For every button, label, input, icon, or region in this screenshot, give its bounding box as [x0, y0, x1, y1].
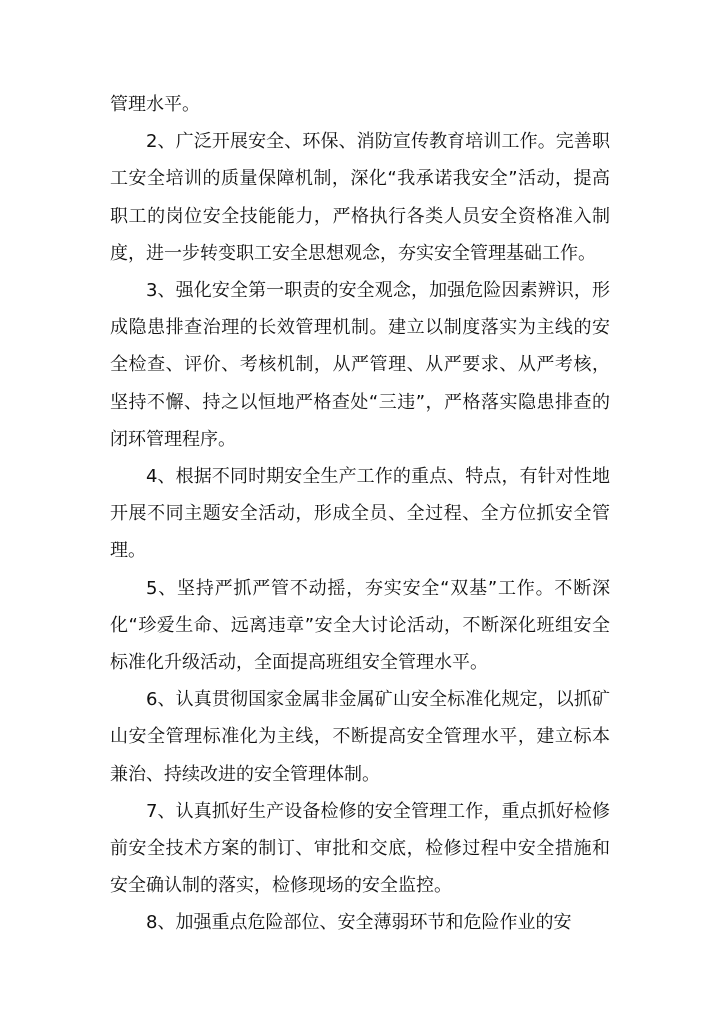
paragraph-item-6: 6、认真贯彻国家金属非金属矿山安全标准化规定，以抓矿山安全管理标准化为主线，不断提高安全管理水平，建立标本兼治、持续改进的安全管理体制。 [110, 689, 610, 785]
paragraph-item-3: 3、强化安全第一职责的安全观念，加强危险因素辨识，形成隐患排查治理的长效管理机制。建立以制度落实为主线的安全检查、评价、考核机制，从严管理、从严要求、从严考核，坚持不懈、持之以恒地严格查处“三违”，严格落实隐患排查的闭环管理程序。 [110, 280, 610, 450]
paragraph-item-4: 4、根据不同时期安全生产工作的重点、特点，有针对性地开展不同主题安全活动，形成全员、全过程、全方位抓安全管理。 [110, 466, 610, 562]
paragraph-item-7: 7、认真抓好生产设备检修的安全管理工作，重点抓好检修前安全技术方案的制订、审批和交底，检修过程中安全措施和安全确认制的落实，检修现场的安全监控。 [110, 800, 610, 897]
document-page [110, 86, 610, 942]
paragraph-item-5: 5、坚持严抓严管不动摇，夯实安全“双基”工作。不断深化“珍爱生命、远离违章”安全大讨论活动，不断深化班组安全标准化升级活动，全面提高班组安全管理水平。 [110, 577, 610, 674]
paragraph-item-2: 2、广泛开展安全、环保、消防宣传教育培训工作。完善职工安全培训的质量保障机制，深化“我承诺我安全”活动，提高职工的岗位安全技能能力，严格执行各类人员安全资格准入制度，进一步转变职工安全思想观念，夯实安全管理基础工作。 [110, 131, 610, 264]
paragraph-continuation: 管理水平。 [110, 94, 200, 115]
paragraph-item-8: 8、加强重点危险部位、安全薄弱环节和危险作业的安 [146, 912, 572, 934]
